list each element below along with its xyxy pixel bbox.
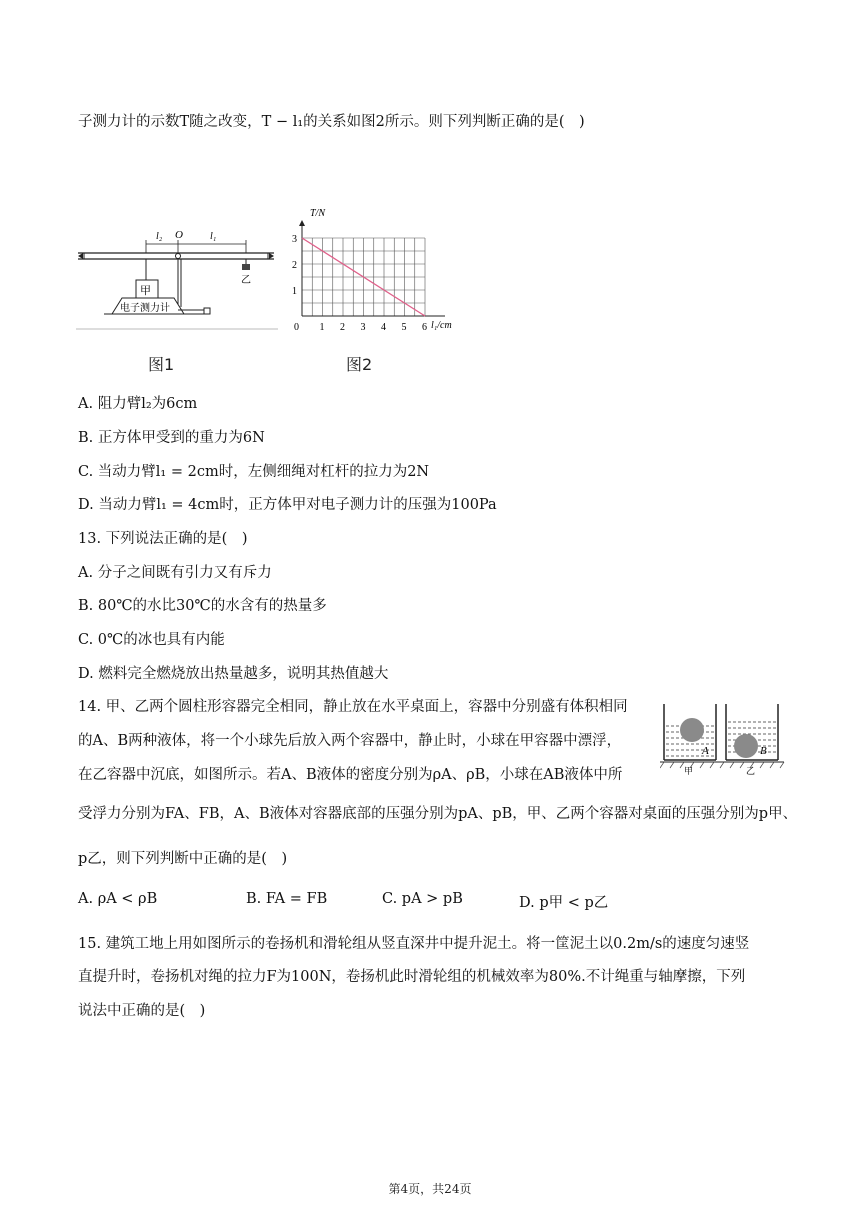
fig2-x-tick-label: 6 [422,322,427,333]
fig2-y-tick-label: 2 [292,260,297,271]
q14-label-yi: 乙 [746,766,756,776]
fig2-y-tick-label: 3 [292,234,297,245]
q13-option-c: C. 0℃的冰也具有内能 [78,632,225,648]
q14-option-c: C. pA > pB [382,891,463,907]
q14-label-a: A [702,745,709,757]
fig2-x-tick-label: 2 [340,322,345,333]
fig1-label-O: O [175,229,183,241]
q14-line-1: 14. 甲、乙两个圆柱形容器完全相同，静止放在水平桌面上，容器中分别盛有体积相同 [78,699,628,715]
q14-line-4: 受浮力分别为FA、FB，A、B液体对容器底部的压强分别为pA、pB，甲、乙两个容器对桌面的压强分别为p甲、 [78,806,798,822]
fig2-y-axis-label: T/N [310,208,326,219]
q15-line-3: 说法中正确的是( ) [78,1003,206,1019]
fig2-x-tick-label: 5 [401,322,407,333]
fig1-label-l2: l₂ [156,231,163,242]
q15-line-2: 直提升时，卷扬机对绳的拉力F为100N，卷扬机此时滑轮组的机械效率为80%.不计绳重与轴摩擦，下列 [78,969,746,985]
q14-line-3: 在乙容器中沉底，如图所示。若A、B液体的密度分别为ρA、ρB，小球在AB液体中所 [78,767,623,783]
q14-containers-figure [660,700,786,776]
q14-line-2: 的A、B两种液体，将一个小球先后放入两个容器中，静止时，小球在甲容器中漂浮， [78,733,622,749]
page-footer: 第4页，共24页 [388,1182,472,1196]
q14-label-b: B [760,745,767,757]
fig2-x-tick-label: 4 [381,322,386,333]
fig1-label-yi: 乙 [241,275,251,286]
q14-option-a: A. ρA < ρB [78,891,158,907]
figure1-caption: 图1 [148,355,175,374]
q14-ball-floating [680,718,704,742]
fig1-label-jia: 甲 [140,285,151,297]
q14-options [78,891,778,913]
q14-ball-sunk [734,734,758,758]
fig2-x-tick-label: 0 [294,322,299,333]
q13-option-b: B. 80℃的水比30℃的水含有的热量多 [78,598,327,614]
figure1-lever-diagram [76,222,278,334]
q12-option-c: C. 当动力臂l₁ = 2cm时，左侧细绳对杠杆的拉力为2N [78,464,430,480]
q14-option-d: D. p甲 < p乙 [519,895,609,911]
fig1-label-scale: 电子测力计 [120,303,170,314]
q12-option-d: D. 当动力臂l₁ = 4cm时，正方体甲对电子测力计的压强为100Pa [78,497,497,513]
figure2-graph [290,204,462,334]
q12-option-b: B. 正方体甲受到的重力为6N [78,430,265,446]
q15-line-1: 15. 建筑工地上用如图所示的卷扬机和滑轮组从竖直深井中提升泥土。将一筐泥土以0.2m/s的速度匀速竖 [78,936,750,952]
q14-label-jia: 甲 [684,766,694,776]
fig2-x-axis-label: l₁/cm [431,320,452,331]
q13-option-d: D. 燃料完全燃烧放出热量越多，说明其热值越大 [78,666,389,682]
fig2-x-tick-label: 1 [319,322,325,333]
q14-line-5: p乙，则下列判断中正确的是( ) [78,851,288,867]
fig1-label-l1: l₁ [210,231,217,242]
intro-line: 子测力计的示数T随之改变，T − l₁的关系如图2所示。则下列判断正确的是( ) [78,114,585,130]
figure2-caption: 图2 [346,355,373,374]
q12-option-a: A. 阻力臂l₂为6cm [78,396,198,412]
q13-option-a: A. 分子之间既有引力又有斥力 [78,565,272,581]
q13-stem: 13. 下列说法正确的是( ) [78,531,248,547]
fig2-axes [299,220,445,316]
q14-option-b: B. FA = FB [246,891,328,907]
fig2-y-tick-label: 1 [292,286,297,297]
fig2-y-arrow [299,220,305,226]
fig2-x-tick-label: 3 [360,322,366,333]
